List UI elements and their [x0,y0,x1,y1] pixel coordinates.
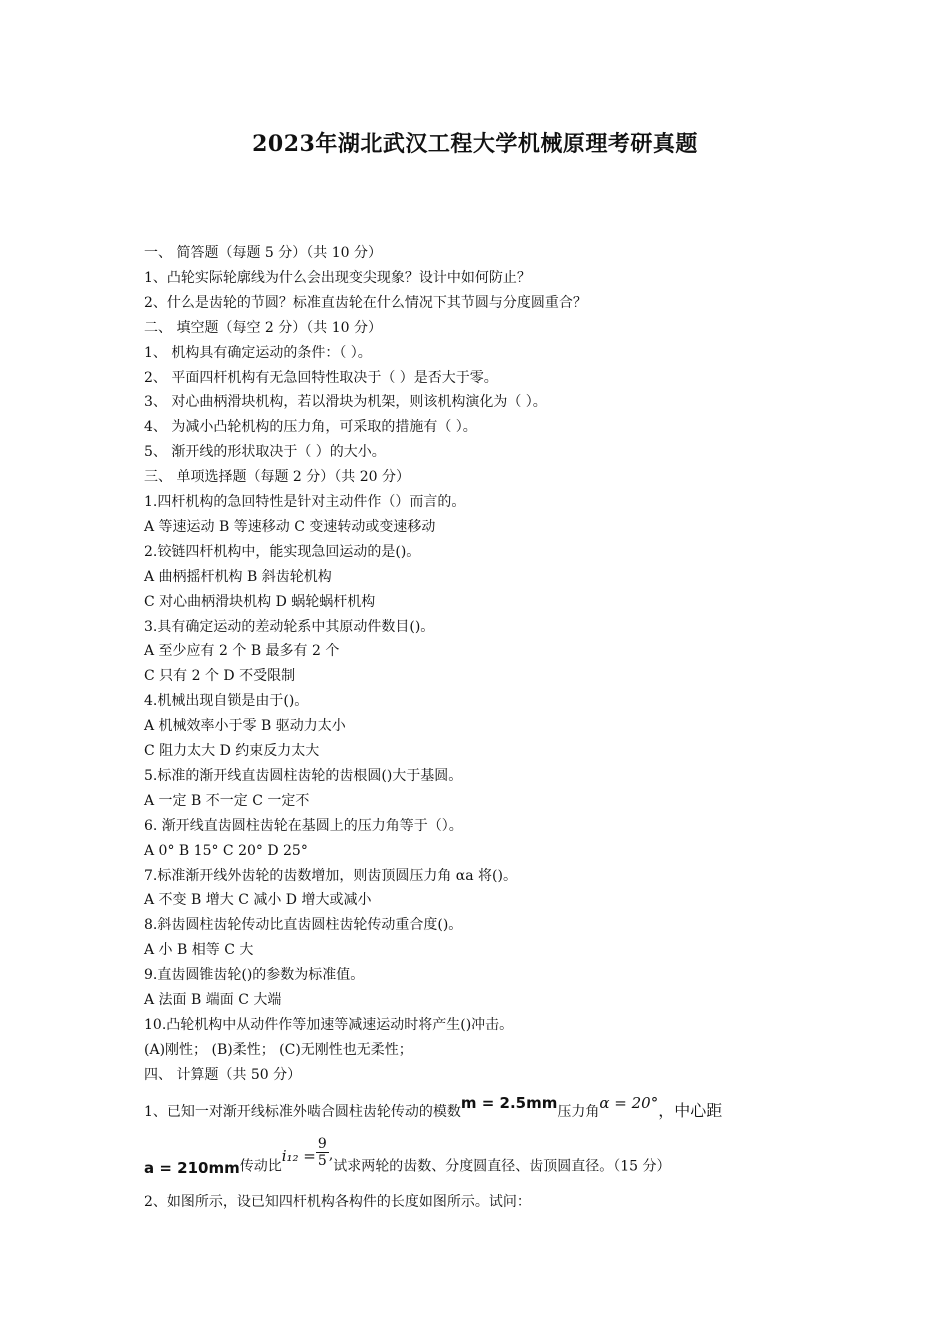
q1-ratio-denominator: 5 [317,1153,327,1169]
text-line: 1.四杆机构的急回特性是针对主动件作（）而言的。 [144,494,466,510]
calc-question-1-line-2 [144,1136,671,1183]
calc-question-1-line-1 [144,1094,723,1121]
text-line: A 机械效率小于零 B 驱动力太小 [144,718,346,735]
calc-question-2: 2、如图所示，设已知四杆机构各构件的长度如图所示。试问： [144,1194,531,1210]
text-line: A 曲柄摇杆机构 B 斜齿轮机构 [144,568,332,585]
text-line: 6. 渐开线直齿圆柱齿轮在基圆上的压力角等于（）。 [144,817,463,834]
q1-text-a: 1、已知一对渐开线标准外啮合圆柱齿轮传动的模数 [144,1104,461,1120]
q1-text-e: 试求两轮的齿数、分度圆直径、齿顶圆直径。（15 分） [333,1158,671,1175]
text-line: 2、什么是齿轮的节圆？标准直齿轮在什么情况下其节圆与分度圆重合？ [144,294,587,311]
text-line: 三、 单项选择题（每题 2 分）（共 20 分） [144,469,410,486]
text-line: 2.铰链四杆机构中，能实现急回运动的是()。 [144,543,421,560]
page-title: 2023年湖北武汉工程大学机械原理考研真题 [252,131,698,157]
text-line: 10.凸轮机构中从动件作等加速等减速运动时将产生()冲击。 [144,1016,514,1033]
text-line: 2、 平面四杆机构有无急回特性取决于（ ）是否大于零。 [144,369,498,386]
text-line: 8.斜齿圆柱齿轮传动比直齿圆柱齿轮传动重合度()。 [144,917,463,934]
q1-ratio-fraction [316,1136,329,1169]
q1-text-d: 传动比 [239,1158,282,1175]
text-line: C 阻力太大 D 约束反力太大 [144,743,320,759]
text-line: 4、 为减小凸轮机构的压力角，可采取的措施有（ ）。 [144,419,477,436]
q1-ratio-label: i₁₂ = [281,1146,316,1165]
text-line: 二、 填空题（每空 2 分）（共 10 分） [144,319,382,336]
text-line: A 0° B 15° C 20° D 25° [144,842,308,859]
text-line: A 法面 B 端面 C 大端 [144,992,282,1008]
q1-center-distance-formula: a = 210mm [144,1158,240,1177]
text-line: 一、 简答题（每题 5 分）（共 10 分） [144,245,382,261]
q1-pressure-angle-formula: α = 20° [599,1094,659,1112]
text-line: 3.具有确定运动的差动轮系中其原动件数目()。 [144,618,435,635]
q1-ratio-numerator: 9 [317,1136,327,1152]
q1-module-formula: m = 2.5mm [460,1094,558,1112]
text-line: 7.标准渐开线外齿轮的齿数增加，则齿顶圆压力角 αa 将()。 [144,867,517,884]
text-line: 4.机械出现自锁是由于()。 [144,693,309,710]
text-line: C 只有 2 个 D 不受限制 [144,668,296,685]
text-line: A 一定 B 不一定 C 一定不 [144,792,310,809]
q1-text-b: 压力角 [557,1104,600,1120]
text-line: 1、 机构具有确定运动的条件：（ ）。 [144,344,372,361]
text-line: 3、 对心曲柄滑块机构，若以滑块为机架，则该机构演化为（ ）。 [144,394,547,411]
text-line: 四、 计算题（共 50 分） [144,1066,302,1083]
text-line: 1、凸轮实际轮廓线为什么会出现变尖现象？设计中如何防止？ [144,269,531,286]
text-line: (A)刚性； (B)柔性； (C)无刚性也无柔性； [144,1041,413,1058]
text-line: C 对心曲柄滑块机构 D 蜗轮蜗杆机构 [144,593,376,610]
text-line: A 至少应有 2 个 B 最多有 2 个 [144,643,340,660]
text-line: 5.标准的渐开线直齿圆柱齿轮的齿根圆()大于基圆。 [144,767,463,784]
q1-ratio-comma: , [328,1146,334,1163]
text-line: A 不变 B 增大 C 减小 D 增大或减小 [144,892,372,909]
text-line: A 等速运动 B 等速移动 C 变速转动或变速移动 [144,518,436,535]
text-line: 9.直齿圆锥齿轮()的参数为标准值。 [144,967,365,984]
text-line: 5、 渐开线的形状取决于（ ）的大小。 [144,444,386,461]
text-line: A 小 B 相等 C 大 [144,942,254,959]
q1-text-c: ，中心距 [658,1103,723,1120]
